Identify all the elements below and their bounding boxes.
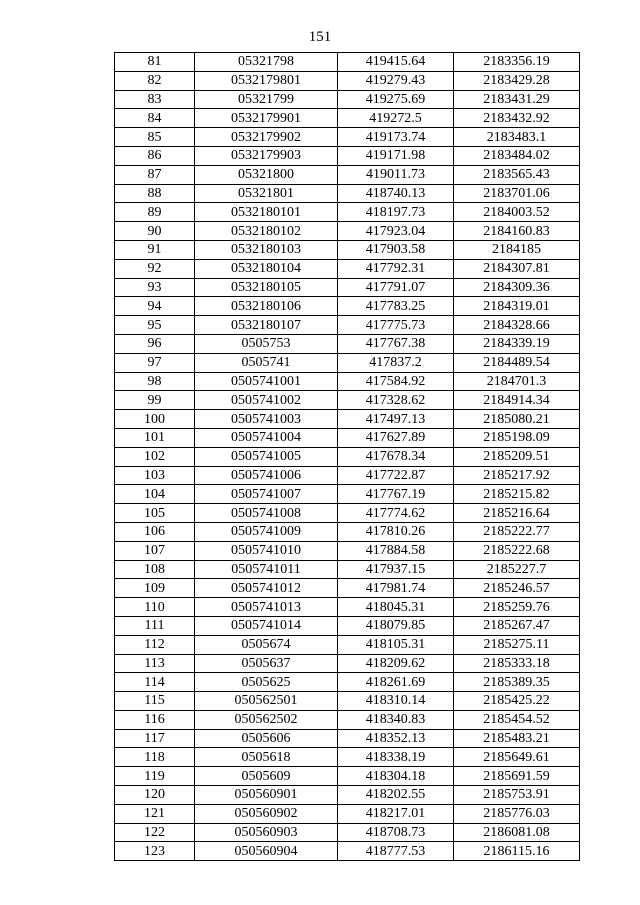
- y-coordinate-cell: 2183484.02: [454, 146, 580, 165]
- x-coordinate-cell: 417981.74: [338, 579, 454, 598]
- row-number-cell: 112: [115, 635, 195, 654]
- row-number-cell: 96: [115, 334, 195, 353]
- y-coordinate-cell: 2184489.54: [454, 353, 580, 372]
- row-number-cell: 85: [115, 128, 195, 147]
- table-row: [115, 53, 580, 72]
- table-row: [115, 240, 580, 259]
- point-id-cell: 0532179902: [195, 128, 338, 147]
- y-coordinate-cell: 2185389.35: [454, 673, 580, 692]
- point-id-cell: 05321800: [195, 165, 338, 184]
- y-coordinate-cell: 2185333.18: [454, 654, 580, 673]
- y-coordinate-cell: 2185454.52: [454, 710, 580, 729]
- table-row: [115, 485, 580, 504]
- point-id-cell: 0532179901: [195, 109, 338, 128]
- table-row: [115, 90, 580, 109]
- row-number-cell: 83: [115, 90, 195, 109]
- y-coordinate-cell: 2185246.57: [454, 579, 580, 598]
- table-row: [115, 410, 580, 429]
- y-coordinate-cell: 2183701.06: [454, 184, 580, 203]
- y-coordinate-cell: 2183483.1: [454, 128, 580, 147]
- y-coordinate-cell: 2184003.52: [454, 203, 580, 222]
- row-number-cell: 113: [115, 654, 195, 673]
- row-number-cell: 107: [115, 541, 195, 560]
- point-id-cell: 0532180104: [195, 259, 338, 278]
- row-number-cell: 105: [115, 504, 195, 523]
- row-number-cell: 101: [115, 428, 195, 447]
- x-coordinate-cell: 419011.73: [338, 165, 454, 184]
- x-coordinate-cell: 417722.87: [338, 466, 454, 485]
- row-number-cell: 99: [115, 391, 195, 410]
- row-number-cell: 88: [115, 184, 195, 203]
- x-coordinate-cell: 419171.98: [338, 146, 454, 165]
- y-coordinate-cell: 2184914.34: [454, 391, 580, 410]
- y-coordinate-cell: 2185425.22: [454, 692, 580, 711]
- y-coordinate-cell: 2183429.28: [454, 71, 580, 90]
- x-coordinate-cell: 418079.85: [338, 616, 454, 635]
- point-id-cell: 0505741012: [195, 579, 338, 598]
- point-id-cell: 0505609: [195, 767, 338, 786]
- table-row: [115, 522, 580, 541]
- point-id-cell: 0505741010: [195, 541, 338, 560]
- point-id-cell: 050562501: [195, 692, 338, 711]
- point-id-cell: 0532180105: [195, 278, 338, 297]
- y-coordinate-cell: 2185753.91: [454, 786, 580, 805]
- x-coordinate-cell: 418340.83: [338, 710, 454, 729]
- row-number-cell: 102: [115, 447, 195, 466]
- y-coordinate-cell: 2183431.29: [454, 90, 580, 109]
- x-coordinate-cell: 419173.74: [338, 128, 454, 147]
- point-id-cell: 0505741008: [195, 504, 338, 523]
- x-coordinate-cell: 417767.38: [338, 334, 454, 353]
- x-coordinate-cell: 418352.13: [338, 729, 454, 748]
- table-row: [115, 842, 580, 861]
- point-id-cell: 050562502: [195, 710, 338, 729]
- table-row: [115, 598, 580, 617]
- row-number-cell: 111: [115, 616, 195, 635]
- row-number-cell: 82: [115, 71, 195, 90]
- row-number-cell: 120: [115, 786, 195, 805]
- row-number-cell: 115: [115, 692, 195, 711]
- x-coordinate-cell: 417678.34: [338, 447, 454, 466]
- x-coordinate-cell: 417328.62: [338, 391, 454, 410]
- row-number-cell: 116: [115, 710, 195, 729]
- point-id-cell: 0505741: [195, 353, 338, 372]
- y-coordinate-cell: 2185198.09: [454, 428, 580, 447]
- page-number: 151: [308, 29, 332, 45]
- y-coordinate-cell: 2185483.21: [454, 729, 580, 748]
- x-coordinate-cell: 417791.07: [338, 278, 454, 297]
- x-coordinate-cell: 418304.18: [338, 767, 454, 786]
- point-id-cell: 05321801: [195, 184, 338, 203]
- y-coordinate-cell: 2185216.64: [454, 504, 580, 523]
- x-coordinate-cell: 418217.01: [338, 804, 454, 823]
- row-number-cell: 106: [115, 522, 195, 541]
- table-row: [115, 203, 580, 222]
- x-coordinate-cell: 418105.31: [338, 635, 454, 654]
- x-coordinate-cell: 417903.58: [338, 240, 454, 259]
- row-number-cell: 104: [115, 485, 195, 504]
- row-number-cell: 90: [115, 222, 195, 241]
- x-coordinate-cell: 418740.13: [338, 184, 454, 203]
- y-coordinate-cell: 2185227.7: [454, 560, 580, 579]
- table-row: [115, 466, 580, 485]
- y-coordinate-cell: 2185222.77: [454, 522, 580, 541]
- point-id-cell: 0532180102: [195, 222, 338, 241]
- x-coordinate-cell: 417937.15: [338, 560, 454, 579]
- row-number-cell: 89: [115, 203, 195, 222]
- x-coordinate-cell: 419275.69: [338, 90, 454, 109]
- x-coordinate-cell: 419272.5: [338, 109, 454, 128]
- table-row: [115, 447, 580, 466]
- row-number-cell: 110: [115, 598, 195, 617]
- x-coordinate-cell: 418202.55: [338, 786, 454, 805]
- point-id-cell: 050560901: [195, 786, 338, 805]
- table-row: [115, 710, 580, 729]
- x-coordinate-cell: 419279.43: [338, 71, 454, 90]
- point-id-cell: 05321798: [195, 53, 338, 72]
- row-number-cell: 94: [115, 297, 195, 316]
- x-coordinate-cell: 418708.73: [338, 823, 454, 842]
- x-coordinate-cell: 418209.62: [338, 654, 454, 673]
- y-coordinate-cell: 2185691.59: [454, 767, 580, 786]
- row-number-cell: 100: [115, 410, 195, 429]
- x-coordinate-cell: 417923.04: [338, 222, 454, 241]
- row-number-cell: 91: [115, 240, 195, 259]
- y-coordinate-cell: 2183432.92: [454, 109, 580, 128]
- y-coordinate-cell: 2184185: [454, 240, 580, 259]
- point-id-cell: 0532180106: [195, 297, 338, 316]
- table-row: [115, 109, 580, 128]
- y-coordinate-cell: 2185222.68: [454, 541, 580, 560]
- row-number-cell: 123: [115, 842, 195, 861]
- row-number-cell: 117: [115, 729, 195, 748]
- row-number-cell: 95: [115, 316, 195, 335]
- y-coordinate-cell: 2185267.47: [454, 616, 580, 635]
- point-id-cell: 0505753: [195, 334, 338, 353]
- row-number-cell: 93: [115, 278, 195, 297]
- y-coordinate-cell: 2184307.81: [454, 259, 580, 278]
- row-number-cell: 118: [115, 748, 195, 767]
- row-number-cell: 119: [115, 767, 195, 786]
- x-coordinate-cell: 417884.58: [338, 541, 454, 560]
- point-id-cell: 0532179903: [195, 146, 338, 165]
- table-row: [115, 767, 580, 786]
- table-row: [115, 541, 580, 560]
- x-coordinate-cell: 417810.26: [338, 522, 454, 541]
- table-row: [115, 729, 580, 748]
- point-id-cell: 0505618: [195, 748, 338, 767]
- y-coordinate-cell: 2184160.83: [454, 222, 580, 241]
- point-id-cell: 0505741013: [195, 598, 338, 617]
- table-row: [115, 259, 580, 278]
- y-coordinate-cell: 2184339.19: [454, 334, 580, 353]
- point-id-cell: 0532180103: [195, 240, 338, 259]
- y-coordinate-cell: 2183356.19: [454, 53, 580, 72]
- y-coordinate-cell: 2185259.76: [454, 598, 580, 617]
- row-number-cell: 122: [115, 823, 195, 842]
- row-number-cell: 92: [115, 259, 195, 278]
- row-number-cell: 114: [115, 673, 195, 692]
- row-number-cell: 81: [115, 53, 195, 72]
- y-coordinate-cell: 2185275.11: [454, 635, 580, 654]
- row-number-cell: 97: [115, 353, 195, 372]
- y-coordinate-cell: 2185776.03: [454, 804, 580, 823]
- point-id-cell: 0505741011: [195, 560, 338, 579]
- y-coordinate-cell: 2185217.92: [454, 466, 580, 485]
- y-coordinate-cell: 2186081.08: [454, 823, 580, 842]
- table-row: [115, 823, 580, 842]
- y-coordinate-cell: 2186115.16: [454, 842, 580, 861]
- point-id-cell: 050560902: [195, 804, 338, 823]
- x-coordinate-cell: 418045.31: [338, 598, 454, 617]
- table-row: [115, 128, 580, 147]
- table-row: [115, 278, 580, 297]
- x-coordinate-cell: 418338.19: [338, 748, 454, 767]
- table-row: [115, 692, 580, 711]
- coordinates-table: [114, 52, 580, 861]
- table-row: [115, 504, 580, 523]
- point-id-cell: 0505741003: [195, 410, 338, 429]
- point-id-cell: 0505674: [195, 635, 338, 654]
- point-id-cell: 0505741004: [195, 428, 338, 447]
- point-id-cell: 0532179801: [195, 71, 338, 90]
- table-row: [115, 391, 580, 410]
- point-id-cell: 0505637: [195, 654, 338, 673]
- point-id-cell: 0505741001: [195, 372, 338, 391]
- row-number-cell: 86: [115, 146, 195, 165]
- x-coordinate-cell: 419415.64: [338, 53, 454, 72]
- y-coordinate-cell: 2185209.51: [454, 447, 580, 466]
- point-id-cell: 0505741005: [195, 447, 338, 466]
- row-number-cell: 109: [115, 579, 195, 598]
- table-row: [115, 616, 580, 635]
- point-id-cell: 0532180107: [195, 316, 338, 335]
- y-coordinate-cell: 2185080.21: [454, 410, 580, 429]
- point-id-cell: 0532180101: [195, 203, 338, 222]
- x-coordinate-cell: 417497.13: [338, 410, 454, 429]
- table-row: [115, 372, 580, 391]
- table-row: [115, 222, 580, 241]
- x-coordinate-cell: 417837.2: [338, 353, 454, 372]
- row-number-cell: 121: [115, 804, 195, 823]
- row-number-cell: 108: [115, 560, 195, 579]
- table-row: [115, 184, 580, 203]
- point-id-cell: 0505741014: [195, 616, 338, 635]
- table-row: [115, 297, 580, 316]
- x-coordinate-cell: 417775.73: [338, 316, 454, 335]
- table-row: [115, 428, 580, 447]
- table-row: [115, 654, 580, 673]
- table-row: [115, 146, 580, 165]
- y-coordinate-cell: 2183565.43: [454, 165, 580, 184]
- y-coordinate-cell: 2185215.82: [454, 485, 580, 504]
- x-coordinate-cell: 417774.62: [338, 504, 454, 523]
- table-row: [115, 748, 580, 767]
- y-coordinate-cell: 2184701.3: [454, 372, 580, 391]
- y-coordinate-cell: 2184319.01: [454, 297, 580, 316]
- table-row: [115, 579, 580, 598]
- y-coordinate-cell: 2184328.66: [454, 316, 580, 335]
- row-number-cell: 84: [115, 109, 195, 128]
- x-coordinate-cell: 417783.25: [338, 297, 454, 316]
- table-row: [115, 334, 580, 353]
- table-row: [115, 786, 580, 805]
- table-row: [115, 804, 580, 823]
- point-id-cell: 05321799: [195, 90, 338, 109]
- x-coordinate-cell: 418777.53: [338, 842, 454, 861]
- table-row: [115, 165, 580, 184]
- point-id-cell: 0505741006: [195, 466, 338, 485]
- table-row: [115, 673, 580, 692]
- row-number-cell: 87: [115, 165, 195, 184]
- x-coordinate-cell: 418197.73: [338, 203, 454, 222]
- table-row: [115, 353, 580, 372]
- x-coordinate-cell: 418261.69: [338, 673, 454, 692]
- table-row: [115, 316, 580, 335]
- x-coordinate-cell: 417584.92: [338, 372, 454, 391]
- table-row: [115, 560, 580, 579]
- point-id-cell: 050560904: [195, 842, 338, 861]
- x-coordinate-cell: 417627.89: [338, 428, 454, 447]
- table-row: [115, 71, 580, 90]
- coordinates-table-body: [115, 53, 580, 861]
- y-coordinate-cell: 2185649.61: [454, 748, 580, 767]
- x-coordinate-cell: 418310.14: [338, 692, 454, 711]
- point-id-cell: 050560903: [195, 823, 338, 842]
- row-number-cell: 103: [115, 466, 195, 485]
- point-id-cell: 0505741007: [195, 485, 338, 504]
- x-coordinate-cell: 417792.31: [338, 259, 454, 278]
- x-coordinate-cell: 417767.19: [338, 485, 454, 504]
- point-id-cell: 0505606: [195, 729, 338, 748]
- point-id-cell: 0505741009: [195, 522, 338, 541]
- y-coordinate-cell: 2184309.36: [454, 278, 580, 297]
- point-id-cell: 0505625: [195, 673, 338, 692]
- point-id-cell: 0505741002: [195, 391, 338, 410]
- row-number-cell: 98: [115, 372, 195, 391]
- table-row: [115, 635, 580, 654]
